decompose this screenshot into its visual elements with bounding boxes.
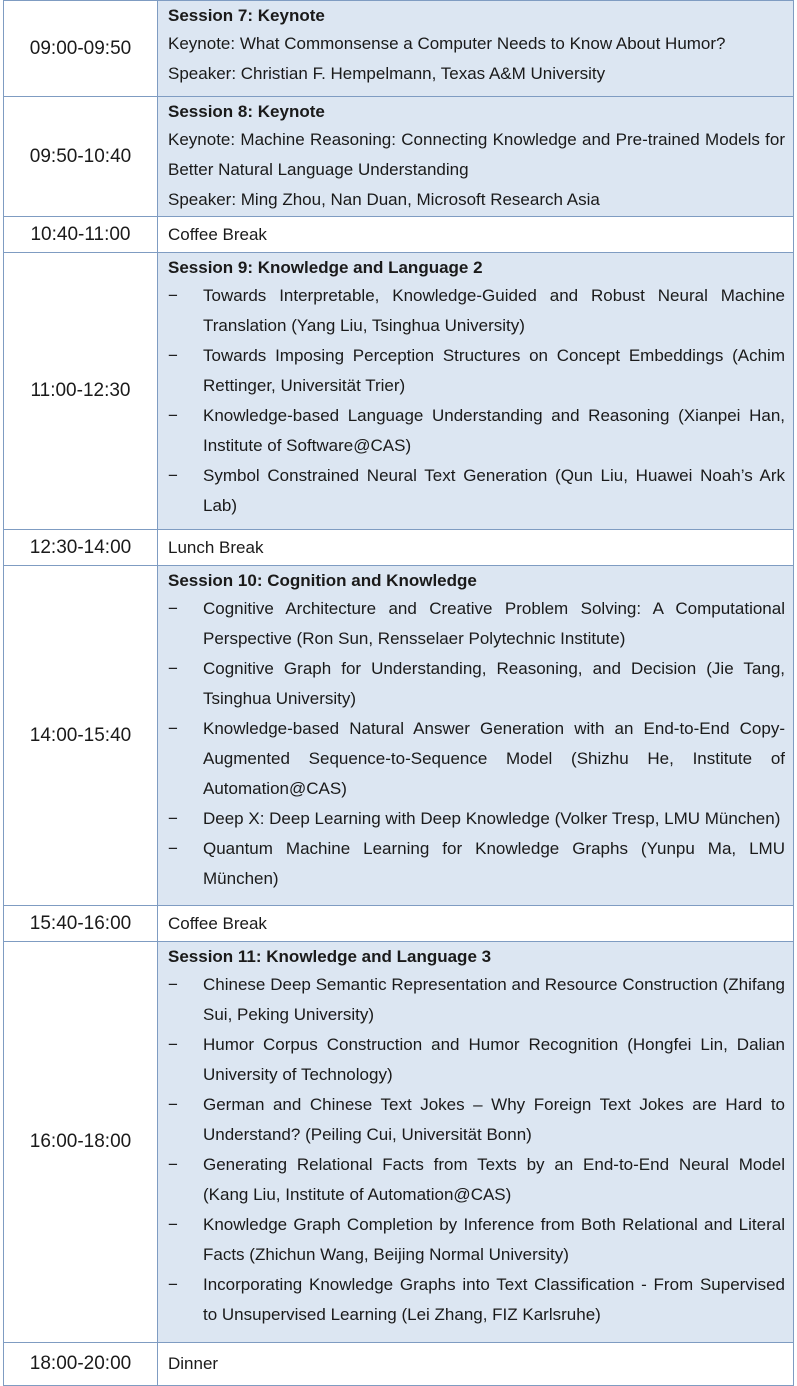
time-slot: 12:30-14:00 [3, 529, 157, 565]
talk-item [168, 1090, 785, 1150]
dash-bullet-icon: − [168, 286, 178, 305]
session-content [157, 0, 794, 96]
talk-text: Knowledge-based Natural Answer Generation with an End-to-End Copy-Augmented Sequence-to-Sequence Model (Shizhu He, Institute of Automation@CAS) [203, 719, 785, 798]
talk-text: Quantum Machine Learning for Knowledge Graphs (Yunpu Ma, LMU München) [203, 839, 785, 888]
break-row [0, 1342, 797, 1385]
talk-item [168, 654, 785, 714]
break-label: Lunch Break [157, 529, 794, 565]
break-label: Coffee Break [157, 216, 794, 252]
talk-item [168, 341, 785, 401]
dash-bullet-icon: − [168, 839, 178, 858]
session-title: Session 8: Keynote [168, 102, 325, 121]
talk-item [168, 1210, 785, 1270]
time-slot: 15:40-16:00 [3, 905, 157, 941]
talk-text: German and Chinese Text Jokes – Why Foreign Text Jokes are Hard to Understand? (Peiling Cui, Universität Bonn) [203, 1095, 785, 1144]
dash-bullet-icon: − [168, 346, 178, 365]
talk-item [168, 1150, 785, 1210]
session-detail-line: Speaker: Ming Zhou, Nan Duan, Microsoft Research Asia [168, 190, 600, 209]
talk-text: Towards Imposing Perception Structures on Concept Embeddings (Achim Rettinger, Universität Trier) [203, 346, 785, 395]
talk-text: Deep X: Deep Learning with Deep Knowledge (Volker Tresp, LMU München) [203, 809, 781, 828]
time-slot: 09:00-09:50 [3, 0, 157, 96]
talk-item [168, 401, 785, 461]
dash-bullet-icon: − [168, 599, 178, 618]
talk-item [168, 594, 785, 654]
time-slot: 16:00-18:00 [3, 941, 157, 1342]
talk-item [168, 281, 785, 341]
session-row [0, 941, 797, 1342]
session-row [0, 96, 797, 216]
dash-bullet-icon: − [168, 659, 178, 678]
session-title: Session 11: Knowledge and Language 3 [168, 947, 492, 966]
break-label: Coffee Break [157, 905, 794, 941]
talk-text: Chinese Deep Semantic Representation and Resource Construction (Zhifang Sui, Peking University) [203, 975, 785, 1024]
time-slot: 18:00-20:00 [3, 1342, 157, 1385]
talk-item [168, 804, 785, 834]
time-slot: 14:00-15:40 [3, 565, 157, 905]
talk-text: Knowledge-based Language Understanding and Reasoning (Xianpei Han, Institute of Software@CAS) [203, 406, 785, 455]
talk-item [168, 1270, 785, 1330]
talk-list [168, 594, 785, 894]
talk-text: Generating Relational Facts from Texts by an End-to-End Neural Model (Kang Liu, Institute of Automation@CAS) [203, 1155, 785, 1204]
talk-text: Knowledge Graph Completion by Inference from Both Relational and Literal Facts (Zhichun Wang, Beijing Normal University) [203, 1215, 785, 1264]
talk-item [168, 834, 785, 894]
time-slot: 10:40-11:00 [3, 216, 157, 252]
talk-list [168, 970, 785, 1330]
talk-item [168, 1030, 785, 1090]
session-content [157, 252, 794, 529]
dash-bullet-icon: − [168, 1275, 178, 1294]
talk-list [168, 281, 785, 521]
session-content [157, 565, 794, 905]
dash-bullet-icon: − [168, 975, 178, 994]
talk-text: Incorporating Knowledge Graphs into Text Classification - From Supervised to Unsupervised Learning (Lei Zhang, FIZ Karlsruhe) [203, 1275, 785, 1324]
talk-text: Humor Corpus Construction and Humor Recognition (Hongfei Lin, Dalian University of Technology) [203, 1035, 785, 1084]
break-row [0, 529, 797, 565]
dash-bullet-icon: − [168, 406, 178, 425]
talk-item [168, 461, 785, 521]
dash-bullet-icon: − [168, 809, 178, 828]
session-detail-line: Keynote: Machine Reasoning: Connecting Knowledge and Pre-trained Models for Better Natural Language Understanding [168, 130, 785, 179]
time-slot: 11:00-12:30 [3, 252, 157, 529]
break-row [0, 216, 797, 252]
talk-text: Cognitive Architecture and Creative Problem Solving: A Computational Perspective (Ron Sun, Rensselaer Polytechnic Institute) [203, 599, 785, 648]
talk-item [168, 714, 785, 804]
dash-bullet-icon: − [168, 1155, 178, 1174]
session-title: Session 7: Keynote [168, 6, 325, 25]
talk-item [168, 970, 785, 1030]
dash-bullet-icon: − [168, 719, 178, 738]
break-label: Dinner [157, 1342, 794, 1385]
session-content [157, 941, 794, 1342]
session-title: Session 9: Knowledge and Language 2 [168, 258, 483, 277]
talk-text: Symbol Constrained Neural Text Generation (Qun Liu, Huawei Noah’s Ark Lab) [203, 466, 785, 515]
dash-bullet-icon: − [168, 1035, 178, 1054]
dash-bullet-icon: − [168, 1095, 178, 1114]
session-detail-line: Speaker: Christian F. Hempelmann, Texas A&M University [168, 64, 606, 83]
time-slot: 09:50-10:40 [3, 96, 157, 216]
session-row [0, 565, 797, 905]
session-row [0, 0, 797, 96]
session-row [0, 252, 797, 529]
session-detail-line: Keynote: What Commonsense a Computer Needs to Know About Humor? [168, 34, 726, 53]
session-title: Session 10: Cognition and Knowledge [168, 571, 477, 590]
dash-bullet-icon: − [168, 466, 178, 485]
talk-text: Towards Interpretable, Knowledge-Guided and Robust Neural Machine Translation (Yang Liu, Tsinghua University) [203, 286, 785, 335]
session-content [157, 96, 794, 216]
break-row [0, 905, 797, 941]
dash-bullet-icon: − [168, 1215, 178, 1234]
talk-text: Cognitive Graph for Understanding, Reasoning, and Decision (Jie Tang, Tsinghua University) [203, 659, 785, 708]
